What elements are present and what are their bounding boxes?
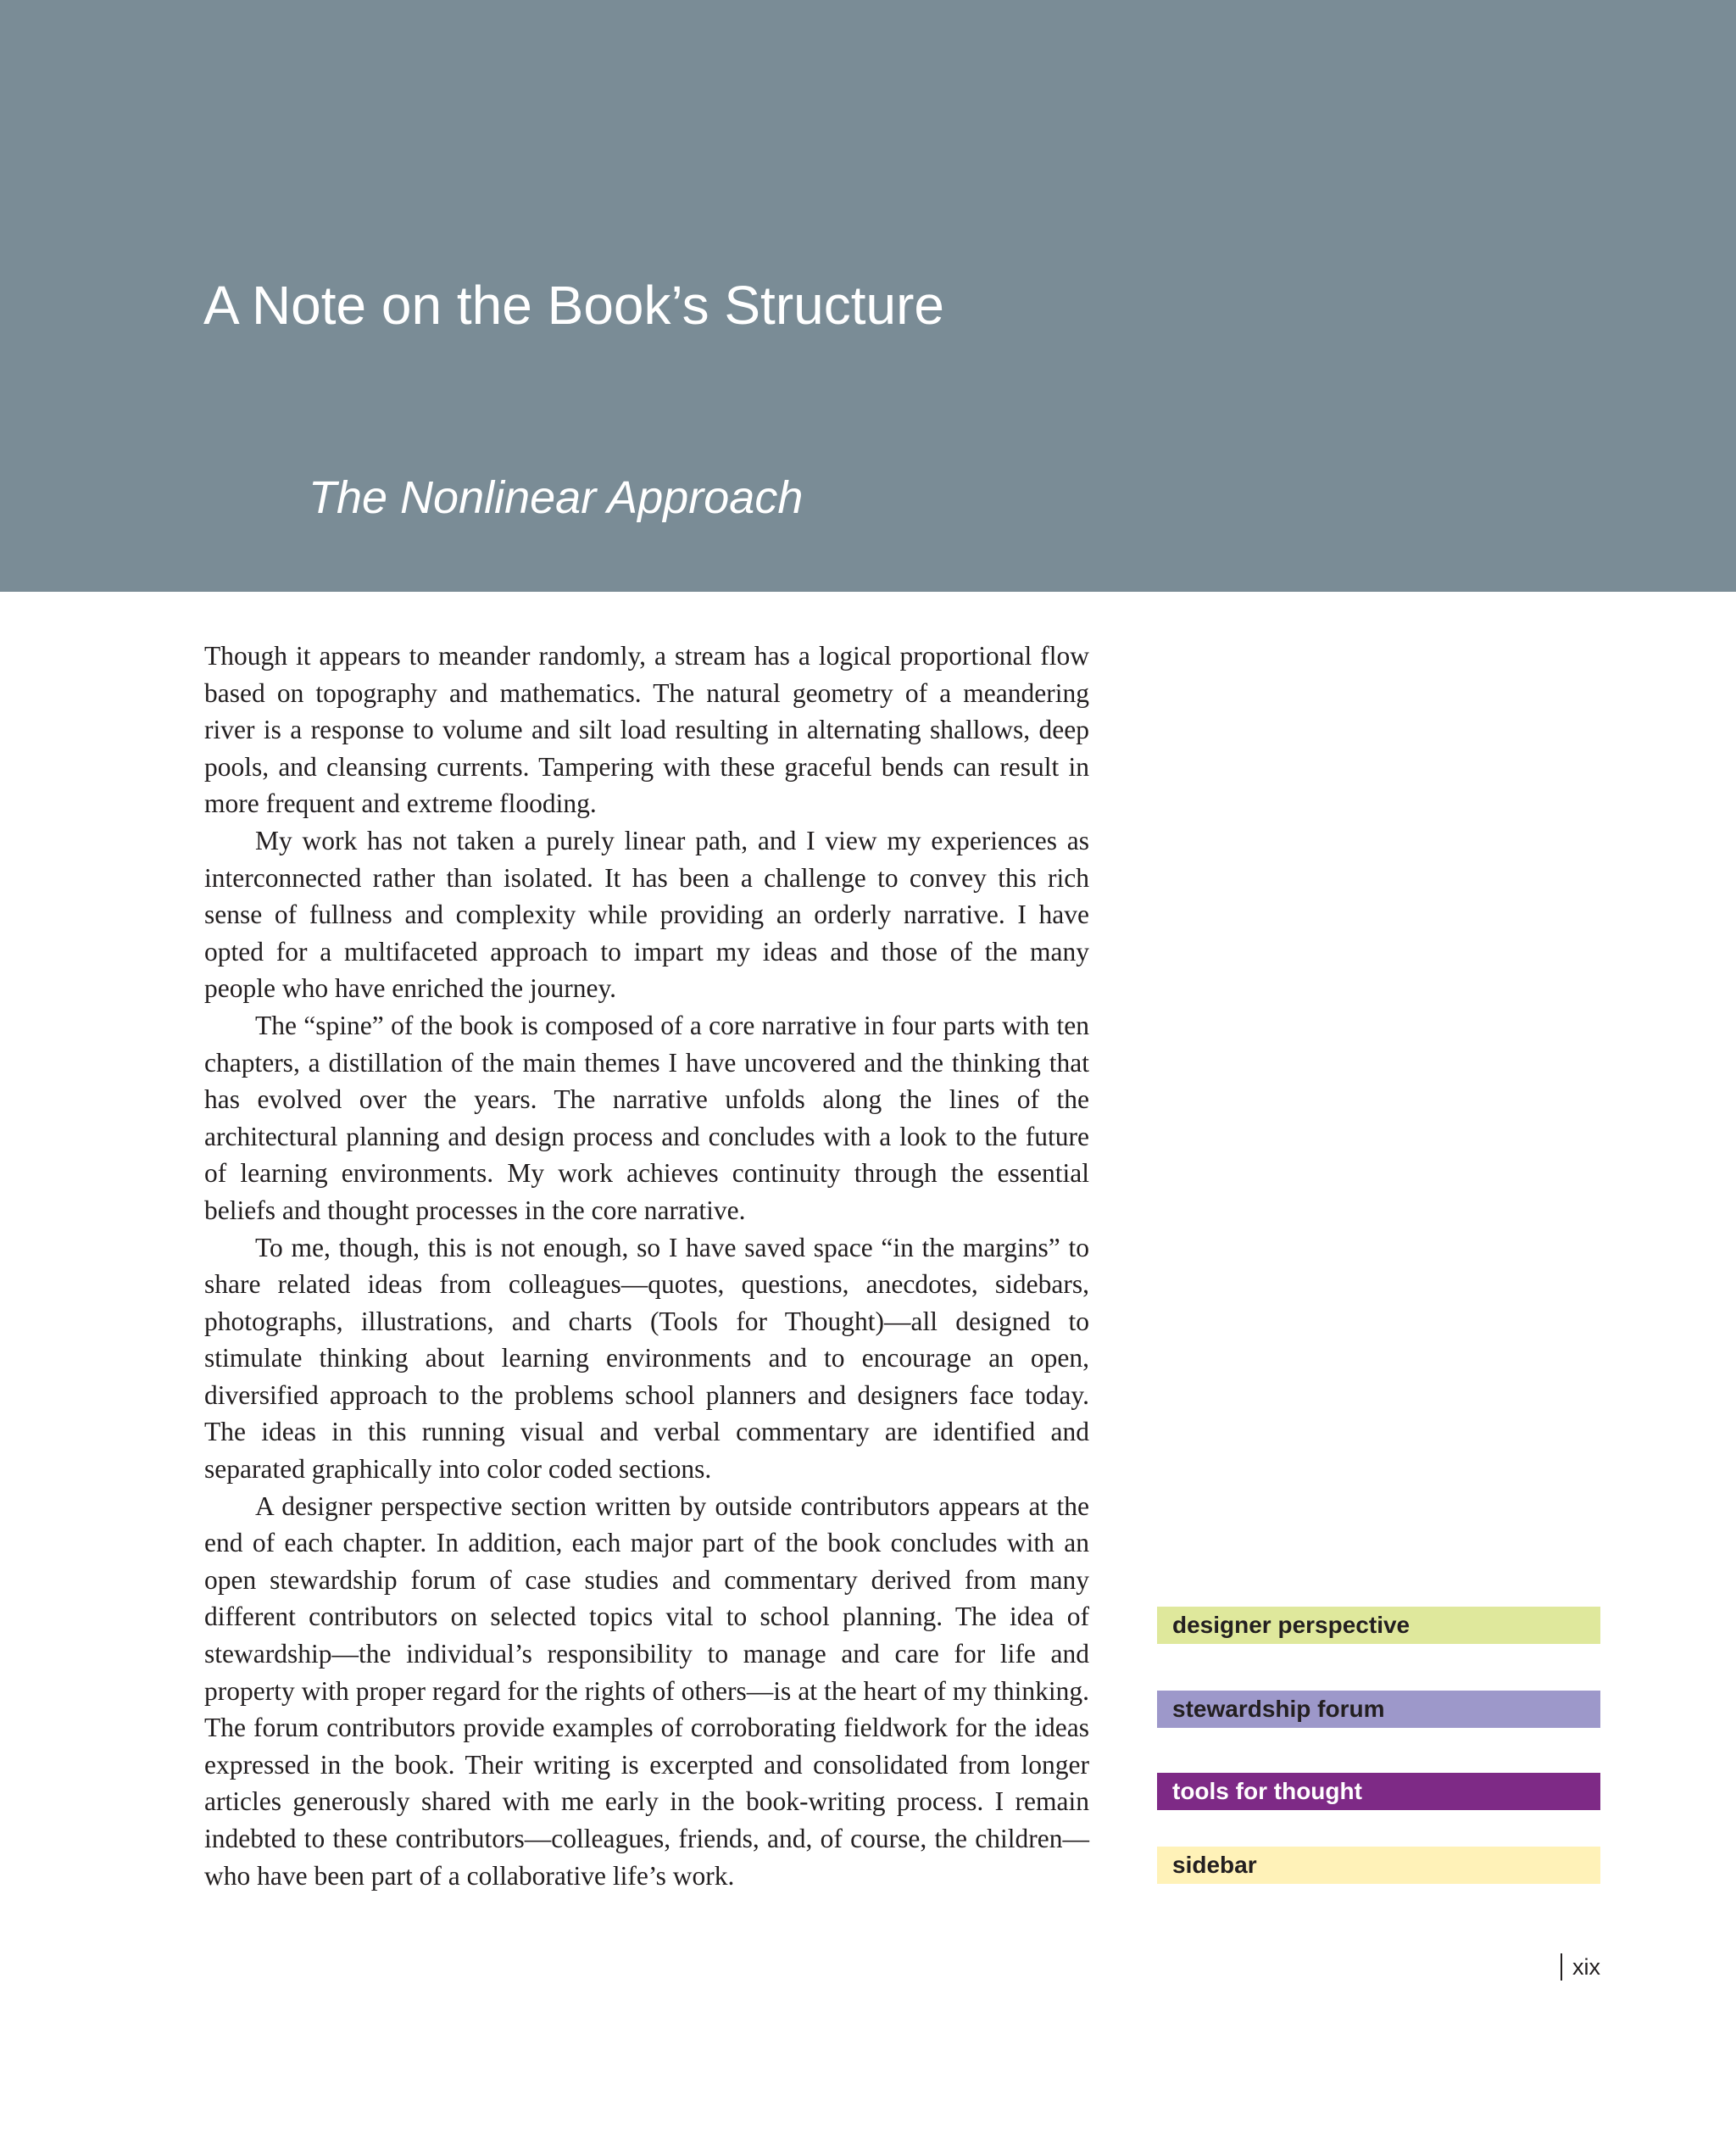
folio-rule [1561, 1953, 1562, 1981]
body-paragraph-2: My work has not taken a purely linear path, and I view my experiences as interconnected rather than isolated. It has been a challenge to convey this rich sense of fullness and complexity while providing an orderly narrative. I have opted for a multifaceted approach to impart my ideas and those of the many people who have enriched the journey. [204, 825, 1089, 1004]
legend-tools-for-thought: tools for thought [1157, 1773, 1600, 1810]
legend-designer-perspective: designer perspective [1157, 1607, 1600, 1644]
body-paragraph-5: A designer perspective section written by outside contributors appears at the end of each chapter. In addition, each major part of the book concludes with an open stewardship forum of case studies and commentary derived from many different contributors on selected topics vital to school planning. The idea of stewardship—the individual’s responsibility to manage and care for life and property with proper regard for the rights of others—is at the heart of my thinking. The forum contributors provide examples of corroborating fieldwork for the ideas expressed in the book. Their writing is excerpted and consolidated from longer articles generously shared with me early in the book-writing process. I remain indebted to these contributors—colleagues, friends, and, of course, the children—who have been part of a collaborative life’s work. [204, 1490, 1089, 1891]
page-subtitle: The Nonlinear Approach [309, 472, 804, 523]
page-folio [1556, 1952, 1600, 1982]
legend-sidebar: sidebar [1157, 1847, 1600, 1884]
body-paragraph-4: To me, though, this is not enough, so I have saved space “in the margins” to share related ideas from colleagues—quotes, questions, anecdotes, sidebars, photographs, illustrations, and charts (Tools for Thought)—all designed to stimulate thinking about learning environments and to encourage an open, diversified approach to the problems school planners and designers face today. The ideas in this running visual and verbal commentary are identified and separated graphically into color coded sections. [204, 1232, 1089, 1485]
legend-stewardship-forum: stewardship forum [1157, 1691, 1600, 1728]
body-text [204, 638, 1089, 1894]
page-number: xix [1572, 1953, 1600, 1980]
body-paragraph-3: The “spine” of the book is composed of a core narrative in four parts with ten chapters, a distillation of the main themes I have uncovered and the thinking that has evolved over the years. The narrative unfolds along the lines of the architectural planning and design process and concludes with a look to the future of learning environments. My work achieves continuity through the essential beliefs and thought processes in the core narrative. [204, 1010, 1089, 1225]
page-title: A Note on the Book’s Structure [203, 275, 944, 336]
header-band [0, 0, 1736, 592]
body-paragraph-1: Though it appears to meander randomly, a stream has a logical proportional flow based on topography and mathematics. The natural geometry of a meandering river is a response to volume and silt load resulting in alternating shallows, deep pools, and cleansing currents. Tampering with these graceful bends can result in more frequent and extreme flooding. [204, 641, 1089, 819]
